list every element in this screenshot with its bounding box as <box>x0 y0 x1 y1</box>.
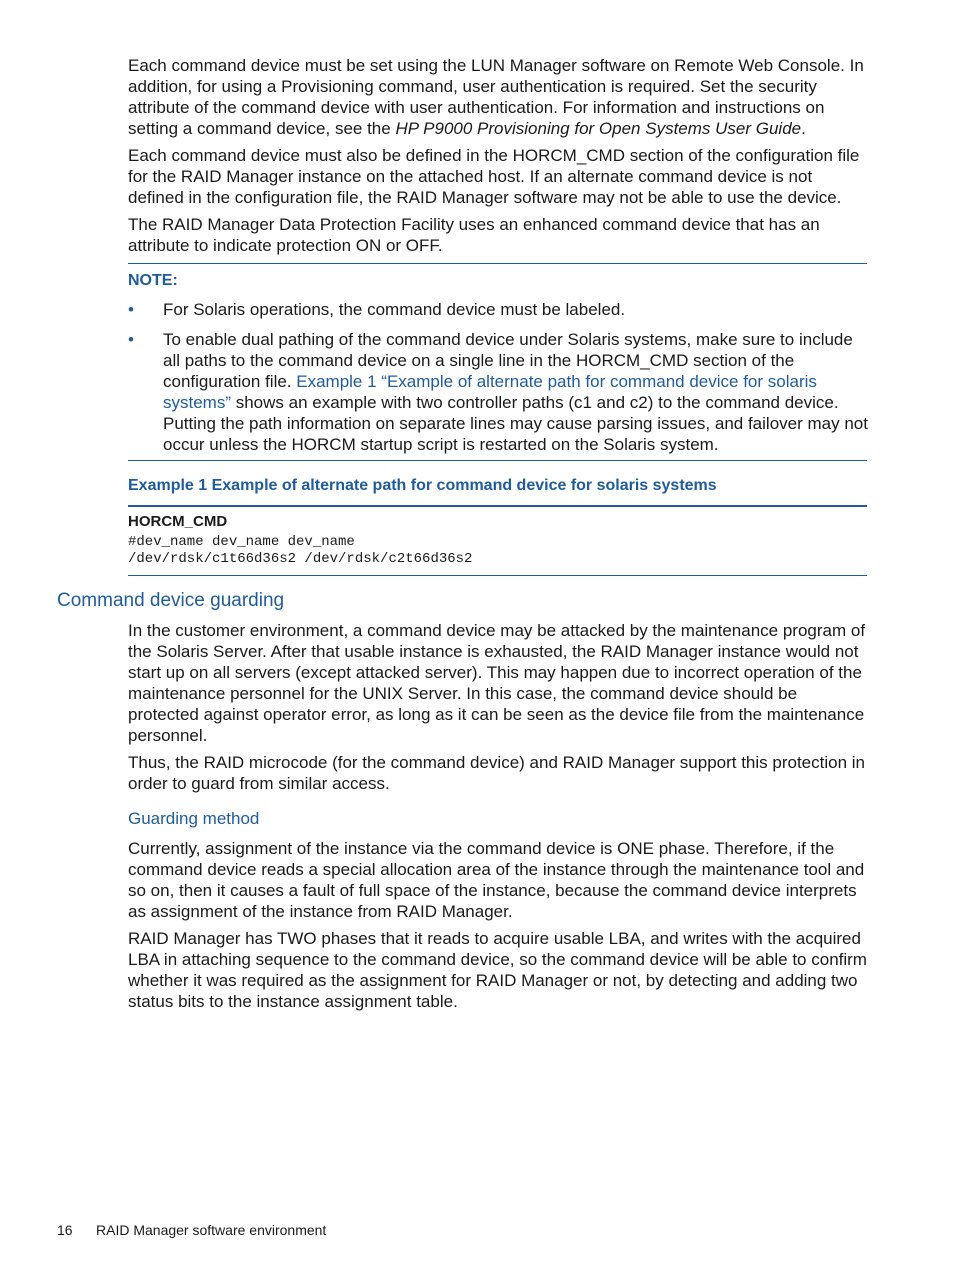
code-line: /dev/rdsk/c1t66d36s2 /dev/rdsk/c2t66d36s2 <box>128 551 473 567</box>
bullet-icon: • <box>128 330 134 349</box>
note-bullet-2-part-b: shows an example with two controller paths (c1 and c2) to the command device. Putting the path information on separate lines may cause parsing issues, and failover may not occur unless the HORCM startup script is restarted on the Solaris system. <box>163 393 868 454</box>
section-text <box>128 620 868 794</box>
note-bullet-2-text <box>163 329 868 455</box>
subsection-text <box>128 838 868 1012</box>
note-bullet-2-part-a: To enable dual pathing of the command device under Solaris systems, make sure to include all paths to the command device on a single line in the HORCM_CMD section of the configuration file. <box>163 330 853 391</box>
note-label: NOTE: <box>128 272 178 289</box>
note-top-rule <box>128 263 867 264</box>
intro-paragraph-2: Each command device must also be defined in the HORCM_CMD section of the configuration file for the RAID Manager instance on the attached host. If an alternate command device is not defined in the configuration file, the RAID Manager software may not be able to use the device. <box>128 146 860 207</box>
code-line: #dev_name dev_name dev_name <box>128 534 355 550</box>
bullet-icon: • <box>128 300 134 319</box>
intro-text <box>128 55 868 256</box>
note-bullet-item <box>128 329 868 455</box>
section-paragraph-1: In the customer environment, a command device may be attacked by the maintenance program of the Solaris Server. After that usable instance is exhausted, the RAID Manager instance would not start up on all servers (except attacked server). This may happen due to incorrect operation of the maintenance personnel for the UNIX Server. In this case, the command device should be protected against operator error, as long as it can be seen as the device file from the maintenance personnel. <box>128 621 866 745</box>
intro-paragraph-1 <box>128 55 868 139</box>
footer-title: RAID Manager software environment <box>96 1222 327 1238</box>
note-bottom-rule <box>128 460 867 461</box>
section-heading: Command device guarding <box>57 590 285 611</box>
example-1-link[interactable]: Example 1 “Example of alternate path for command device for solaris systems” <box>163 372 817 412</box>
code-label: HORCM_CMD <box>128 513 228 530</box>
example-bottom-rule <box>128 575 867 576</box>
note-bullet-1-text: For Solaris operations, the command device must be labeled. <box>163 300 626 319</box>
code-block <box>128 534 472 568</box>
subsection-paragraph-2: RAID Manager has TWO phases that it reads to acquire usable LBA, and writes with the acquired LBA in attaching sequence to the command device, so the command device will be able to confirm whether it was required as the assignment for RAID Manager or not, by detecting and adding two status bits to the instance assignment table. <box>128 929 867 1011</box>
page-number: 16 <box>57 1222 73 1238</box>
intro-paragraph-1-text: Each command device must be set using the LUN Manager software on Remote Web Console. In addition, for using a Provisioning command, user authentication is required. Set the security attribute of the command device with user authentication. For information and instructions on setting a command device, see the <box>128 56 864 138</box>
subsection-paragraph-1: Currently, assignment of the instance via the command device is ONE phase. Therefore, if the command device reads a special allocation area of the instance through the maintenance tool and so on, then it causes a fault of full space of the instance, because the command device interprets as assignment of the instance from RAID Manager. <box>128 839 865 921</box>
example-top-rule <box>128 505 867 507</box>
intro-paragraph-3: The RAID Manager Data Protection Facility uses an enhanced command device that has an attribute to indicate protection ON or OFF. <box>128 215 820 255</box>
note-bullet-list <box>128 299 868 464</box>
note-bullet-item <box>128 299 868 320</box>
subsection-heading: Guarding method <box>128 809 260 828</box>
guide-title: HP P9000 Provisioning for Open Systems User Guide <box>395 119 802 138</box>
intro-paragraph-1-end: . <box>801 119 806 138</box>
section-paragraph-2: Thus, the RAID microcode (for the command device) and RAID Manager support this protection in order to guard from similar access. <box>128 753 866 793</box>
example-title: Example 1 Example of alternate path for command device for solaris systems <box>128 477 717 494</box>
